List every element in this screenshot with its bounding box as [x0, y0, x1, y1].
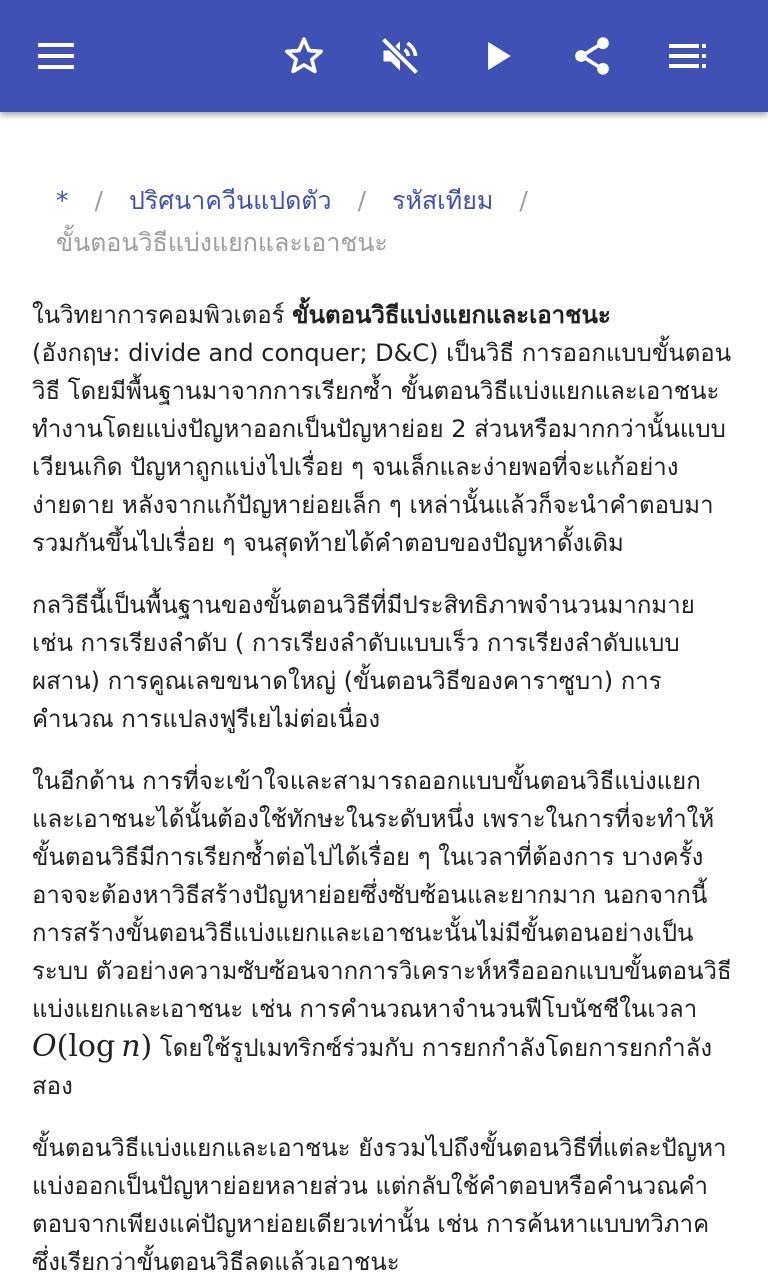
breadcrumb-item-eight-queens[interactable]: ปริศนาควีนแปดตัว: [128, 186, 332, 215]
math-formula: O(log n): [32, 1029, 153, 1064]
star-outline-icon: [282, 34, 326, 78]
paragraph-decrease-conquer: ขั้นตอนวิธีแบ่งแยกและเอาชนะ ยังรวมไปถึงขั้นตอนวิธีที่แต่ละปัญหาแบ่งออกเป็นปัญหาย่อยหลายส่วน แต่กลับใช้คำตอบหรือคำนวณคำตอบจากเพียงแค่ปัญหาย่อยเดียวเท่านั้น เช่น การค้นหาแบบทวิภาค ซึ่งเรียกว่าขั้นตอนวิธีลดแล้วเอาชนะ: [32, 1134, 727, 1276]
menu-icon: [36, 42, 76, 70]
play-icon: [481, 39, 515, 73]
math-log: log: [68, 1029, 116, 1064]
article-scroll-area[interactable]: [0, 112, 768, 1280]
table-of-contents-button[interactable]: [656, 24, 720, 88]
breadcrumb: [56, 180, 736, 264]
breadcrumb-current: ขั้นตอนวิธีแบ่งแยกและเอาชนะ: [56, 228, 388, 257]
math-n: n: [121, 1029, 141, 1064]
toc-icon: [668, 43, 708, 69]
menu-button[interactable]: [24, 24, 88, 88]
share-button[interactable]: [560, 24, 624, 88]
mute-button[interactable]: [368, 24, 432, 88]
paragraph-difficulty: [32, 762, 738, 1105]
play-button[interactable]: [466, 24, 530, 88]
breadcrumb-item-root[interactable]: *: [56, 186, 69, 215]
bookmark-button[interactable]: [272, 24, 336, 88]
article-term: ขั้นตอนวิธีแบ่งแยกและเอาชนะ: [292, 301, 611, 329]
math-big-o: O: [32, 1029, 57, 1064]
app-bar: [0, 0, 768, 112]
volume-off-icon: [378, 34, 422, 78]
paragraph-intro: [32, 296, 738, 562]
article-body: [32, 296, 738, 1280]
intro-body: (อังกฤษ: divide and conquer; D&C) เป็นวิธี การออกแบบขั้นตอนวิธี โดยมีพื้นฐานมาจากการเรียกซ้ำ ขั้นตอนวิธีแบ่งแยกและเอาชนะทำงานโดยแบ่งปัญหาออกเป็นปัญหาย่อย 2 ส่วนหรือมากกว่านั้นแบบเวียนเกิด ปัญหาถูกแบ่งไปเรื่อย ๆ จนเล็กและง่ายพอที่จะแก้อย่างง่ายดาย หลังจากแก้ปัญหาย่อยเล็ก ๆ เหล่านั้นแล้วก็จะนำคำตอบมารวมกันขึ้นไปเรื่อย ๆ จนสุดท้ายได้คำตอบของปัญหาดั้งเดิม: [32, 339, 732, 557]
breadcrumb-separator: /: [94, 186, 103, 215]
difficulty-text-before: ในอีกด้าน การที่จะเข้าใจและสามารถออกแบบขั้นตอนวิธีแบ่งแยกและเอาชนะได้นั้นต้องใช้ทักษะในระดับหนึ่ง เพราะในการที่จะทำให้ขั้นตอนวิธีมีการเรียกซ้ำต่อไปได้เรื่อย ๆ ในเวลาที่ต้องการ บางครั้งอาจจะต้องหาวิธีสร้างปัญหาย่อยซึ่งซับซ้อนและยากมาก นอกจากนี้การสร้างขั้นตอนวิธีแบ่งแยกและเอาชนะนั้นไม่มีขั้นตอนอย่างเป็นระบบ ตัวอย่างความซับซ้อนจากการวิเคราะห์หรือออกแบบขั้นตอนวิธีแบ่งแยกและเอาชนะ เช่น การคำนวณหาจำนวนฟีโบนัชชีในเวลา: [32, 767, 732, 1023]
difficulty-text-after: โดยใช้รูปเมทริกซ์ร่วมกับ การยกกำลังโดยการยกกำลังสอง: [32, 1034, 713, 1100]
breadcrumb-item-pseudocode[interactable]: รหัสเทียม: [392, 186, 494, 215]
breadcrumb-separator: /: [357, 186, 367, 215]
intro-prefix: ในวิทยาการคอมพิวเตอร์: [32, 301, 293, 329]
share-icon: [570, 34, 614, 78]
paragraph-applications: กลวิธีนี้เป็นพื้นฐานของขั้นตอนวิธีที่มีประสิทธิภาพจำนวนมากมาย เช่น การเรียงลำดับ ( การเรียงลำดับแบบเร็ว การเรียงลำดับแบบผสาน) การคูณเลขขนาดใหญ่ (ขั้นตอนวิธีของคาราซูบา) การคำนวณ การแปลงฟูรีเยไม่ต่อเนื่อง: [32, 591, 695, 733]
breadcrumb-separator: /: [519, 186, 528, 215]
